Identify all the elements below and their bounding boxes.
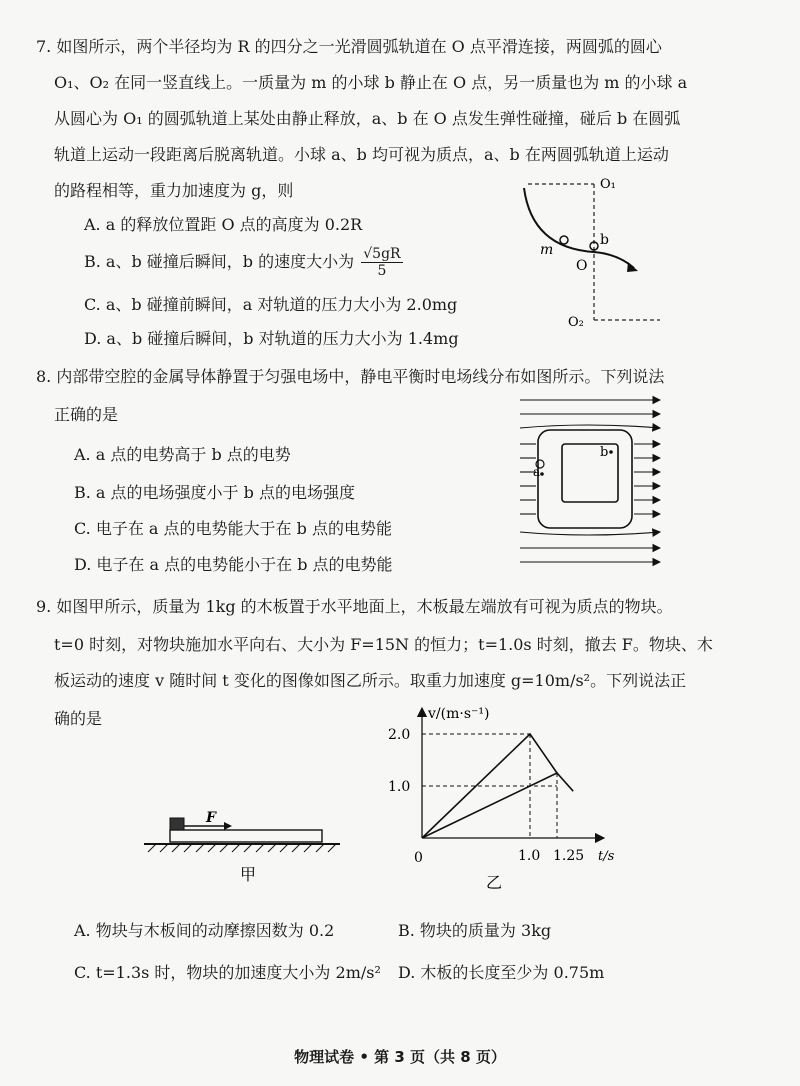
q8-label-b: b — [600, 445, 609, 460]
q9-figure-jia — [140, 808, 350, 888]
q9-option-d: D. 木板的长度至少为 0.75m — [398, 963, 605, 982]
chart-x-tick-1.25: 1.25 — [553, 848, 585, 864]
chart-origin-label: 0 — [414, 850, 423, 866]
q9-force-arrowhead — [224, 822, 232, 830]
q7-line-1: 7. 如图所示，两个半径均为 R 的四分之一光滑圆弧轨道在 O 点平滑连接，两圆弧的圆心 — [36, 37, 662, 56]
q8-point-b — [609, 450, 613, 454]
q8-option-b: B. a 点的电场强度小于 b 点的电场强度 — [74, 483, 355, 502]
chart-x-tick-1.0: 1.0 — [518, 848, 541, 864]
chart-ticks — [388, 727, 584, 864]
q7-figure-label-o1: O₁ — [600, 177, 616, 192]
q7-option-c: C. a、b 碰撞前瞬间，a 对轨道的压力大小为 2.0mg — [84, 295, 458, 314]
q9-chart-yi — [360, 700, 630, 900]
q9-line-2: t=0 时刻，对物块施加水平向右、大小为 F=15N 的恒力；t=1.0s 时刻，撤去 F。物块、木 — [54, 635, 713, 654]
q7-option-b-numerator: √5gR — [363, 246, 401, 262]
q7-line-4: 轨道上运动一段距离后脱离轨道。小球 a、b 均可视为质点，a、b 在两圆弧轨道上运动 — [54, 145, 669, 164]
q9-option-a: A. 物块与木板间的动摩擦因数为 0.2 — [74, 921, 335, 940]
q9-caption-yi: 乙 — [486, 873, 503, 892]
q9-line-1: 9. 如图甲所示，质量为 1kg 的木板置于水平地面上，木板最左端放有可视为质点的物块。 — [36, 597, 673, 616]
q9-line-3: 板运动的速度 v 随时间 t 变化的图像如图乙所示。取重力加速度 g=10m/s²。下列说法正 — [54, 671, 687, 690]
q7-figure-label-o2: O₂ — [568, 315, 584, 330]
q7-line-2: O₁、O₂ 在同一竖直线上。一质量为 m 的小球 b 静止在 O 点，另一质量也为 m 的小球 a — [54, 73, 688, 92]
q9-ground-hatch — [148, 844, 336, 852]
q8-option-d: D. 电子在 a 点的电势能小于在 b 点的电势能 — [74, 555, 393, 574]
chart-x-label: t/s — [598, 849, 615, 864]
q7-figure — [510, 170, 680, 340]
q8-line-2: 正确的是 — [54, 405, 119, 424]
q7-line-3: 从圆心为 O₁ 的圆弧轨道上某处由静止释放，a、b 在 O 点发生弹性碰撞，碰后 b 在圆弧 — [54, 109, 681, 128]
q9-line-4: 确的是 — [54, 709, 103, 728]
chart-y-tick-1.0: 1.0 — [388, 779, 411, 795]
q7-figure-label-m: m — [540, 242, 554, 258]
chart-guides — [422, 734, 557, 838]
chart-y-tick-2.0: 2.0 — [388, 727, 411, 743]
q7-figure-arrow — [627, 262, 638, 272]
q7-figure-ball-a — [560, 236, 568, 244]
q9-option-c: C. t=1.3s 时，物块的加速度大小为 2m/s² — [74, 963, 381, 982]
q7-option-b-fraction — [361, 246, 402, 279]
q7-line-5: 的路程相等，重力加速度为 g，则 — [54, 181, 294, 200]
page-footer: 物理试卷 • 第 3 页（共 8 页） — [294, 1048, 506, 1066]
q9-board — [170, 830, 322, 842]
q8-label-a: a — [533, 465, 541, 479]
q8-figure — [516, 392, 666, 570]
q9-option-b: B. 物块的质量为 3kg — [398, 921, 552, 940]
q8-field-lines — [520, 400, 660, 562]
q7-option-b-text: B. a、b 碰撞后瞬间，b 的速度大小为 — [84, 252, 355, 271]
q8-line-1: 8. 内部带空腔的金属导体静置于匀强电场中，静电平衡时电场线分布如图所示。下列说法 — [36, 367, 665, 386]
q8-point-a — [540, 472, 544, 476]
q7-option-a: A. a 的释放位置距 O 点的高度为 0.2R — [84, 215, 363, 234]
q9-force-label: F — [206, 810, 216, 826]
q7-figure-label-o: O — [576, 258, 588, 274]
q7-option-d: D. a、b 碰撞后瞬间，b 对轨道的压力大小为 1.4mg — [84, 329, 459, 348]
q9-block — [170, 818, 184, 830]
q8-option-c: C. 电子在 a 点的电势能大于在 b 点的电势能 — [74, 519, 392, 538]
q7-figure-label-b: b — [600, 232, 609, 248]
chart-series-board — [422, 773, 573, 838]
q8-option-a: A. a 点的电势高于 b 点的电势 — [74, 445, 291, 464]
q7-option-b-denominator: 5 — [377, 263, 387, 279]
chart-y-label: v/(m·s⁻¹) — [428, 706, 490, 722]
q7-option-b — [84, 246, 403, 279]
q9-caption-jia: 甲 — [240, 865, 257, 884]
